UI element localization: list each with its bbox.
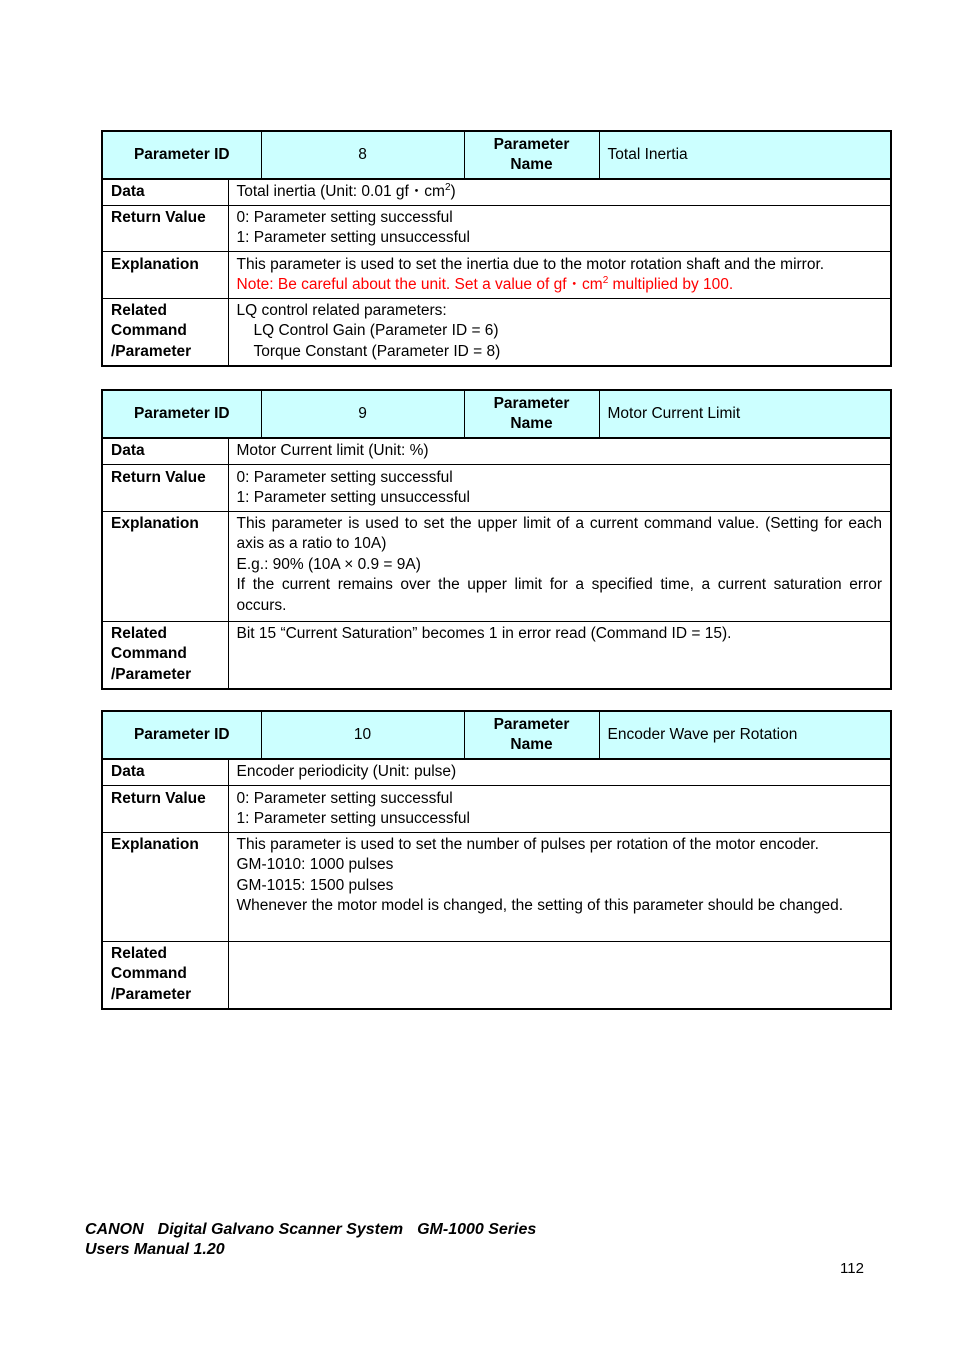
param-id-label: Parameter ID xyxy=(102,131,261,179)
unit-note: Note: Be careful about the unit. Set a value of gf・$cm^2$ multiplied by 100. xyxy=(236,275,734,293)
related-text: Bit 15 “Current Saturation” becomes 1 in error read (Command ID = 15). xyxy=(228,621,891,689)
related-label: Related Command /Parameter xyxy=(102,621,228,689)
table-header-row xyxy=(102,390,891,438)
explanation-row xyxy=(102,832,891,941)
return-value-text: 0: Parameter setting successful 1: Parameter setting unsuccessful xyxy=(228,785,891,832)
return-value-row xyxy=(102,464,891,511)
parameter-table-9 xyxy=(101,389,892,690)
related-text xyxy=(228,941,891,1009)
return-value-label: Return Value xyxy=(102,464,228,511)
related-label: Related Command /Parameter xyxy=(102,298,228,366)
parameter-table-8 xyxy=(101,130,892,367)
data-row xyxy=(102,438,891,464)
explanation-label: Explanation xyxy=(102,511,228,621)
data-row xyxy=(102,759,891,785)
data-label: Data xyxy=(102,179,228,205)
param-name-label: Parameter Name xyxy=(464,711,599,759)
explanation-text: This parameter is used to set the number of pulses per rotation of the motor encoder. GM-1010: 1000 pulses GM-1015: 1500 pulses Whenever the motor model is changed, the setting of this parameter should be changed. xyxy=(228,832,891,941)
param-id-label: Parameter ID xyxy=(102,390,261,438)
param-name-value: Motor Current Limit xyxy=(599,390,891,438)
related-row xyxy=(102,621,891,689)
data-value: Total inertia (Unit: 0.01 gf・$cm^2$) xyxy=(228,179,891,205)
explanation-text: This parameter is used to set the inertia due to the motor rotation shaft and the mirror. Note: Be careful about the unit. Set a value of gf・$cm^2$ multiplied by 100. xyxy=(228,251,891,298)
return-value-text: 0: Parameter setting successful 1: Parameter setting unsuccessful xyxy=(228,464,891,511)
param-id-value: 8 xyxy=(261,131,464,179)
return-value-label: Return Value xyxy=(102,205,228,251)
parameter-table-10 xyxy=(101,710,892,1010)
related-label: Related Command /Parameter xyxy=(102,941,228,1009)
return-value-text: 0: Parameter setting successful 1: Parameter setting unsuccessful xyxy=(228,205,891,251)
data-label: Data xyxy=(102,759,228,785)
return-value-label: Return Value xyxy=(102,785,228,832)
param-name-value: Encoder Wave per Rotation xyxy=(599,711,891,759)
param-name-label: Parameter Name xyxy=(464,390,599,438)
footer-manual-version: Users Manual 1.20 xyxy=(85,1241,225,1258)
param-name-value: Total Inertia xyxy=(599,131,891,179)
return-value-row xyxy=(102,785,891,832)
explanation-label: Explanation xyxy=(102,251,228,298)
explanation-label: Explanation xyxy=(102,832,228,941)
page-number: 112 xyxy=(840,1260,864,1277)
related-row xyxy=(102,941,891,1009)
param-name-label: Parameter Name xyxy=(464,131,599,179)
param-id-value: 10 xyxy=(261,711,464,759)
page-footer xyxy=(85,1220,536,1260)
data-label: Data xyxy=(102,438,228,464)
param-id-label: Parameter ID xyxy=(102,711,261,759)
footer-title: CANON Digital Galvano Scanner System GM-1000 Series xyxy=(85,1221,537,1238)
data-row xyxy=(102,179,891,205)
explanation-row xyxy=(102,511,891,621)
related-row xyxy=(102,298,891,366)
param-id-value: 9 xyxy=(261,390,464,438)
table-header-row xyxy=(102,131,891,179)
data-value: Motor Current limit (Unit: %) xyxy=(228,438,891,464)
explanation-text: This parameter is used to set the upper limit of a current command value. (Setting for each axis as a ratio to 10A) E.g.: 90% (10A × 0.9 = 9A) If the current remains over the upper limit for a specified time, a current saturation error occurs. xyxy=(228,511,891,621)
related-text: LQ control related parameters: LQ Control Gain (Parameter ID = 6) Torque Constant (Parameter ID = 8) xyxy=(228,298,891,366)
return-value-row xyxy=(102,205,891,251)
explanation-row xyxy=(102,251,891,298)
table-header-row xyxy=(102,711,891,759)
data-value: Encoder periodicity (Unit: pulse) xyxy=(228,759,891,785)
